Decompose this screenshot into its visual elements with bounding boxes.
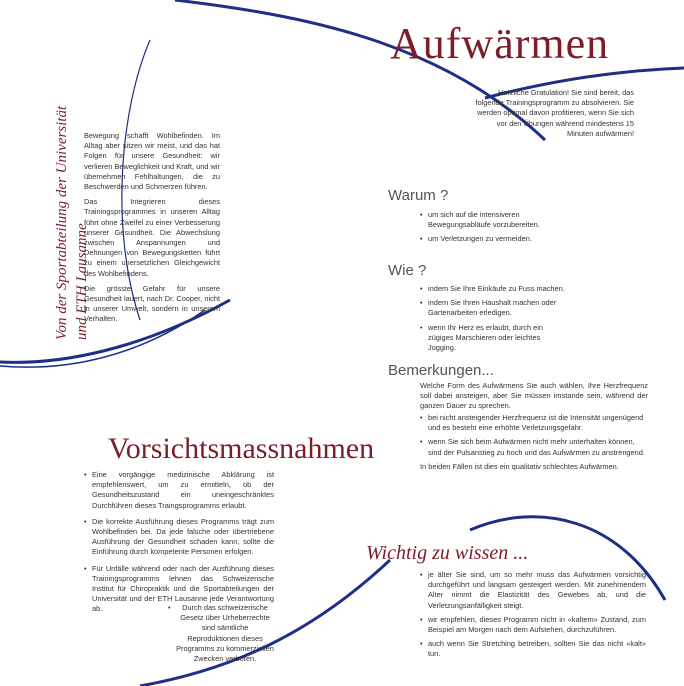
precautions-list-last [168, 603, 274, 668]
list-item: • auch wenn Sie Stretching betreiben, sollten Sie das nicht «kalt» tun. [420, 639, 646, 659]
list-item: • Für Unfälle während oder nach der Ausführung dieses Trainingsprogramms lehnen das Schweizerische Institut für Chiropraktik und die Sportabteilungen der Universität und der ETH Lausanne jede Verantwortung ab. [84, 564, 274, 615]
intro-paragraph: Bewegung schafft Wohlbefinden. Im Alltag aber sitzen wir meist, und das hat Folgen für unsere Gesundheit: wir verlieren Beweglichkeit und Kraft, und wir übernehmen Fehlhaltungen, die zu Beschwerden und Schmerzen führen. [84, 131, 220, 192]
list-item: • bei nicht ansteigender Herzfrequenz ist die Intensität ungenügend und es besteht eine erhöhte Verletzungsgefahr. [420, 413, 646, 433]
how-list [420, 284, 568, 357]
remarks-outro: In beiden Fällen ist dies ein qualitativ schlechtes Aufwärmen. [420, 462, 619, 471]
list-item: • um Verletzungen zu vermeiden. [420, 234, 570, 244]
intro-paragraph: Die grösste Gefahr für unsere Gesundheit lauert, nach Dr. Cooper, nicht in unserer Umwelt, sondern in unserem Verhalten. [84, 283, 220, 324]
good-to-know-title: Wichtig zu wissen ... [366, 542, 529, 564]
warmup-title: Aufwärmen [390, 19, 610, 68]
remarks-intro: Welche Form des Aufwärmens Sie auch wählen, Ihre Herzfrequenz soll dabei ansteigen, aber Sie müssen imstande sein, während der ganzen Dauer zu sprechen. [420, 381, 648, 411]
side-title-line2: und ETH Lausanne [74, 223, 90, 340]
list-item: • Eine vorgängige medizinische Abklärung ist empfehlenswert, um zu ermitteln, ob der Gesundheitszustand ein uneingeschränktes Durchführen dieses Traingsprogramms erlaubt. [84, 470, 274, 511]
list-item: • Durch das schweizerische Gesetz über Urheberrechte sind sämtliche Reproduktionen dieses Programms zu kommerziellen Zwecken verboten. [168, 603, 274, 664]
warmup-intro: Herzliche Gratulation! Sie sind bereit, das folgende Trainingsprogramm zu absolvieren. Sie werden optimal davon profitieren, wenn Sie sich vor den Übungen während mindestens 15 Minuten aufwärmen! [475, 88, 634, 138]
why-list [420, 210, 570, 249]
side-title-line1: Von der Sportabteilung der Universität [54, 105, 70, 340]
list-item: • Die korrekte Ausführung dieses Programms trägt zum Wohlbefinden bei. Da jede falsche oder übertriebene Ausführung der Gesundheit schaden kann, sollte die Einführung durch kompetente Personen erfolgen. [84, 517, 274, 558]
list-item: • wir empfehlen, dieses Programm nicht in «kaltem» Zustand, zum Beispiel am Morgen nach dem Aufstehen, durchzuführen. [420, 615, 646, 635]
remarks-list [420, 413, 646, 462]
remarks-heading: Bemerkungen... [388, 362, 494, 379]
intro-paragraph: Das Integrieren dieses Trainingsprogrammes in unseren Alltag führt ohne Zweifel zu einer Verbesserung unserer Gesundheit. Die Abwechslung zwischen Anspannungen und Dehnungen von Bewegungsketten führt zu einem unersetzlichen Gleichgewicht des Wohlbefindens. [84, 197, 220, 278]
list-item: • indem Sie Ihre Einkäufe zu Fuss machen. [420, 284, 568, 294]
list-item: • wenn Sie sich beim Aufwärmen nicht mehr unterhalten können, sind der Pulsanstieg zu hoch und das Aufwärmen zu anstrengend. [420, 437, 646, 457]
good-to-know-list [420, 570, 646, 664]
list-item: • um sich auf die intensiveren Bewegungsabläufe vorzubereiten. [420, 210, 570, 230]
intro-text [84, 131, 220, 330]
list-item: • je älter Sie sind, um so mehr muss das Aufwärmen vorsichtig durchgeführt und langsam gesteigert werden. Mit zunehmendem Alter nimmt die Elastizität des Gewebes ab, und die Verletzungsanfälligkeit steigt. [420, 570, 646, 611]
precautions-title: Vorsichtsmassnahmen [108, 432, 375, 465]
why-heading: Warum ? [388, 187, 449, 204]
list-item: • wenn Ihr Herz es erlaubt, durch ein zügiges Marschieren oder leichtes Jogging. [420, 323, 568, 354]
how-heading: Wie ? [388, 262, 427, 279]
precautions-list [84, 470, 274, 621]
list-item: • indem Sie Ihren Haushalt machen oder Gartenarbeiten erledigen. [420, 298, 568, 318]
